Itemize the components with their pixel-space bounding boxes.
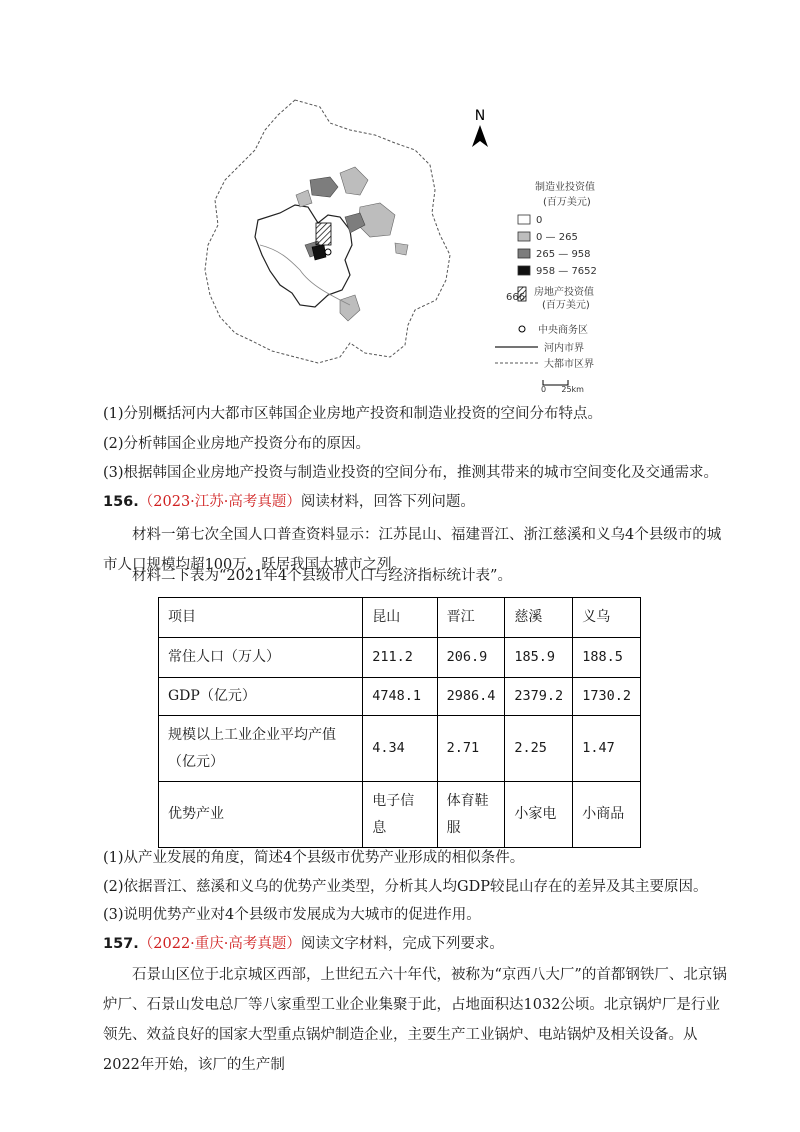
- district-light: [340, 295, 360, 321]
- table-cell: 188.5: [573, 638, 641, 678]
- table-header-cell: 昆山: [363, 598, 437, 638]
- q156-part2: (2)依据晋江、慈溪和义乌的优势产业类型，分析其人均GDP较昆山存在的差异及其主要原因。: [103, 879, 708, 895]
- table-cell: 206.9: [437, 638, 505, 678]
- q155-part2: (2)分析韩国企业房地产投资分布的原因。: [103, 436, 371, 452]
- table-cell: 185.9: [505, 638, 573, 678]
- table-cell: 2.71: [437, 716, 505, 782]
- table-cell: 电子信息: [363, 782, 437, 848]
- legend-class-1: 0 — 265: [536, 232, 578, 243]
- district-light: [358, 203, 395, 237]
- table-cell: 1730.2: [573, 678, 641, 716]
- hanoi-investment-map: [200, 95, 620, 400]
- legend-class-3: 958 — 7652: [536, 266, 597, 277]
- table-header-cell: 义乌: [573, 598, 641, 638]
- table-cell: 小商品: [573, 782, 641, 848]
- district-light: [340, 167, 368, 195]
- q156-part1: (1)从产业发展的角度，简述4个县级市优势产业形成的相似条件。: [103, 850, 525, 866]
- table-cell: 4.34: [363, 716, 437, 782]
- q157-instruction: 阅读文字材料，完成下列要求。: [300, 936, 504, 952]
- table-cell: 211.2: [363, 638, 437, 678]
- scale-label: 0 25km: [541, 385, 584, 394]
- table-row: [159, 638, 641, 678]
- cbd-marker: [325, 249, 331, 255]
- district-dark: [312, 245, 326, 260]
- table-cell: 2379.2: [505, 678, 573, 716]
- legend-class-0: 0: [536, 215, 543, 226]
- legend-swatch-2: [518, 249, 530, 258]
- legend-unit: (百万美元): [543, 197, 591, 208]
- table-cell: 1.47: [573, 716, 641, 782]
- q156-heading: [103, 492, 475, 512]
- q157-number: 157.: [103, 936, 139, 952]
- table-header-cell: 慈溪: [505, 598, 573, 638]
- legend-realestate-unit: (百万美元): [542, 300, 590, 311]
- table-cell: 2.25: [505, 716, 573, 782]
- table-cell: 小家电: [505, 782, 573, 848]
- q155-part3: (3)根据韩国企业房地产投资与制造业投资的空间分布，推测其带来的城市空间变化及交通需求。: [103, 465, 719, 481]
- legend-cbd: 中央商务区: [538, 325, 588, 336]
- map-figure: [200, 95, 620, 400]
- table-row: [159, 782, 641, 848]
- table-cell: 优势产业: [159, 782, 363, 848]
- legend-cbd-swatch: [519, 326, 525, 332]
- realestate-hatch: [316, 223, 331, 245]
- legend-realestate-label: 房地产投资值: [534, 287, 594, 298]
- table-row: [159, 678, 641, 716]
- legend-title: 制造业投资值: [535, 182, 595, 193]
- district-light: [296, 190, 312, 207]
- table-cell: 规模以上工业企业平均产值（亿元）: [159, 716, 363, 782]
- legend-swatch-0: [518, 215, 530, 224]
- table-header-cell: 项目: [159, 598, 363, 638]
- legend-swatch-3: [518, 266, 530, 275]
- legend-class-2: 265 — 958: [536, 249, 591, 260]
- legend-realestate-value: 666: [506, 292, 526, 303]
- q156-source: （2023·江苏·高考真题）: [138, 494, 301, 510]
- table-header-cell: 晋江: [437, 598, 505, 638]
- table-cell: 常住人口（万人）: [159, 638, 363, 678]
- q157-paragraph: 石景山区位于北京城区西部，上世纪五六十年代，被称为“京西八大厂”的首都钢铁厂、北京锅炉厂、石景山发电总厂等八家重型工业企业集聚于此，占地面积达1032公顷。北京锅炉厂是行业领先、效益良好的国家大型重点锅炉制造企业，主要生产工业锅炉、电站锅炉及相关设备。从2022年开始，该厂的生产制: [103, 967, 727, 1073]
- district-medium: [310, 177, 338, 197]
- table-cell: 体育鞋服: [437, 782, 505, 848]
- district-light: [395, 243, 408, 255]
- q156-part3: (3)说明优势产业对4个县级市发展成为大城市的促进作用。: [103, 907, 481, 923]
- hanoi-boundary-line: [255, 205, 352, 307]
- svg-text:N: N: [474, 108, 486, 124]
- q157-source: （2022·重庆·高考真题）: [138, 936, 301, 952]
- q155-part1: (1)分别概括河内大都市区韩国企业房地产投资和制造业投资的空间分布特点。: [103, 406, 603, 422]
- q156-number: 156.: [103, 494, 139, 510]
- table-cell: GDP（亿元）: [159, 678, 363, 716]
- table-cell: 4748.1: [363, 678, 437, 716]
- legend-swatch-1: [518, 232, 530, 241]
- north-arrow: [472, 108, 488, 147]
- q156-instruction: 阅读材料，回答下列问题。: [300, 494, 475, 510]
- county-stats-table: [158, 597, 641, 848]
- q157-heading: [103, 934, 504, 954]
- q156-material1: 材料一第七次全国人口普查资料显示：江苏昆山、福建晋江、浙江慈溪和义乌4个县级市的城市人口规模均超100万，跃居我国大城市之列。: [103, 527, 722, 573]
- q156-material2: 材料二下表为“2021年4个县级市人口与经济指标统计表”。: [132, 568, 512, 584]
- table-row: [159, 716, 641, 782]
- legend-metro: 大都市区界: [544, 359, 594, 370]
- table-cell: 2986.4: [437, 678, 505, 716]
- legend-hanoi: 河内市界: [544, 343, 584, 354]
- table-header-row: [159, 598, 641, 638]
